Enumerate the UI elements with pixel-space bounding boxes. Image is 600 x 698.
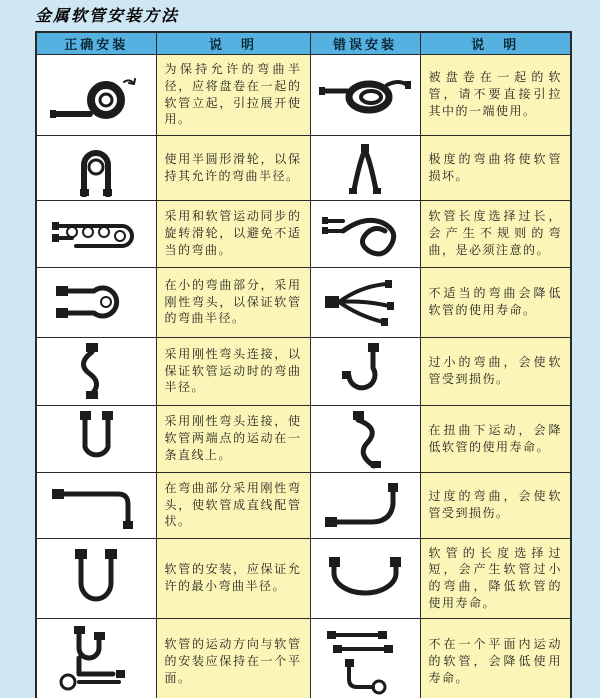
correct-figure-cell [36, 538, 156, 618]
correct-figure-cell [36, 472, 156, 538]
straight-pipe-elbow-icon [37, 477, 156, 533]
correct-figure-cell [36, 267, 156, 337]
correct-figure-cell [36, 405, 156, 472]
rigid-elbow-small-bend-icon [37, 272, 156, 332]
header-wrong-install: 错误安装 [310, 32, 420, 54]
u-shaped-aligned-hose-icon [37, 409, 156, 469]
correct-description: 采用和软管运动同步的旋转滑轮，以避免不适当的弯曲。 [156, 200, 310, 267]
wrong-figure-cell [310, 135, 420, 200]
table-row [36, 200, 571, 267]
correct-description: 采用刚性弯头连接，以保证软管运动时的弯曲半径。 [156, 337, 310, 405]
wrong-description: 在扭曲下运动，会降低软管的使用寿命。 [420, 405, 571, 472]
overbent-hose-icon [311, 477, 420, 533]
coiled-hose-uncoil-icon [37, 64, 156, 126]
twisted-hose-icon [311, 409, 420, 469]
correct-figure-cell [36, 54, 156, 135]
wrong-description: 软管的长度选择过短，会产生软管过小的弯曲，降低软管的使用寿命。 [420, 538, 571, 618]
wrong-figure-cell [310, 405, 420, 472]
wrong-description: 过小的弯曲，会使软管受到损伤。 [420, 337, 571, 405]
header-wrong-description: 说 明 [420, 32, 571, 54]
page-title: 金属软管安装方法 [35, 6, 180, 25]
wrong-figure-cell [310, 538, 420, 618]
correct-description: 使用半圆形滑轮，以保持其允许的弯曲半径。 [156, 135, 310, 200]
semicircular-pulley-hose-icon [37, 139, 156, 197]
wrong-figure-cell [310, 618, 420, 698]
wrong-description: 过度的弯曲，会使软管受到损伤。 [420, 472, 571, 538]
correct-description: 在弯曲部分采用刚性弯头，使软管成直线配管状。 [156, 472, 310, 538]
table-row [36, 337, 571, 405]
correct-description: 为保持允许的弯曲半径，应将盘卷在一起的软管立起，引拉展开使用。 [156, 54, 310, 135]
wrong-description: 被盘卷在一起的软管，请不要直接引拉其中的一端使用。 [420, 54, 571, 135]
too-small-bend-hose-icon [311, 341, 420, 401]
header-correct-description: 说 明 [156, 32, 310, 54]
correct-figure-cell [36, 135, 156, 200]
minimum-bend-radius-hose-icon [37, 547, 156, 609]
table-row [36, 405, 571, 472]
installation-table [35, 31, 572, 698]
correct-description: 采用刚性弯头连接，使软管两端点的运动在一条直线上。 [156, 405, 310, 472]
rotating-pulley-track-icon [37, 212, 156, 256]
correct-figure-cell [36, 200, 156, 267]
coiled-hose-pulled-end-icon [311, 67, 420, 123]
improper-bend-hose-icon [311, 274, 420, 330]
correct-figure-cell [36, 618, 156, 698]
rigid-elbow-connection-icon [37, 341, 156, 401]
same-plane-hose-icon [37, 624, 156, 698]
correct-description: 软管的安装，应保证允许的最小弯曲半径。 [156, 538, 310, 618]
header-row [36, 32, 571, 54]
table-row [36, 135, 571, 200]
header-correct-install: 正确安装 [36, 32, 156, 54]
wrong-description: 极度的弯曲将使软管损坏。 [420, 135, 571, 200]
wrong-figure-cell [310, 337, 420, 405]
wrong-description: 不在一个平面内运动的软管，会降低使用寿命。 [420, 618, 571, 698]
wrong-figure-cell [310, 267, 420, 337]
too-short-hose-icon [311, 553, 420, 603]
overlong-looped-hose-icon [311, 205, 420, 263]
table-row [36, 618, 571, 698]
wrong-description: 软管长度选择过长，会产生不规则的弯曲，是必须注意的。 [420, 200, 571, 267]
correct-figure-cell [36, 337, 156, 405]
correct-description: 在小的弯曲部分，采用刚性弯头，以保证软管的弯曲半径。 [156, 267, 310, 337]
out-of-plane-hose-icon [311, 623, 420, 698]
correct-description: 软管的运动方向与软管的安装应保持在一个平面。 [156, 618, 310, 698]
table-row [36, 472, 571, 538]
table-row [36, 54, 571, 135]
wrong-figure-cell [310, 54, 420, 135]
table-row [36, 267, 571, 337]
table-row [36, 538, 571, 618]
extreme-bend-hose-icon [311, 140, 420, 196]
wrong-figure-cell [310, 200, 420, 267]
wrong-description: 不适当的弯曲会降低软管的使用寿命。 [420, 267, 571, 337]
wrong-figure-cell [310, 472, 420, 538]
